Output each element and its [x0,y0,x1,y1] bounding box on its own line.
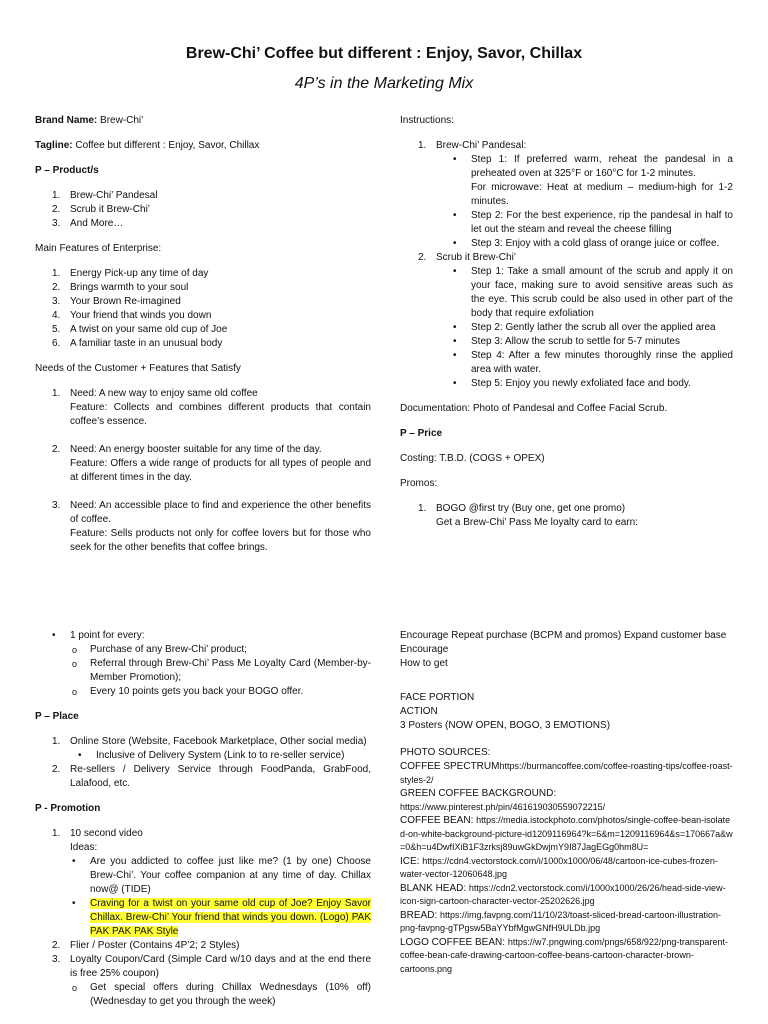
features-heading: Main Features of Enterprise: [35,243,162,254]
list-item: • Inclusive of Delivery System (Link to to re-seller service) [78,750,345,761]
list-item: o Referral through Brew-Chi’ Pass Me Loyalty Card (Member-by-Member Promotion); [72,658,371,683]
list-item: 1. Brew-Chi’ Pandesal [52,190,158,201]
document-subtitle: 4P’s in the Marketing Mix [294,75,474,92]
list-item: • Step 2: Gently lather the scrub all over the applied area [453,322,716,333]
list-item: • Craving for a twist on your same old cup of Joe? Enjoy Savor Chillax. Brew-Chi’ Your friend that winds you down. (Logo) PAK PAK PAK PAK Style [72,898,371,937]
list-item: • Are you addicted to coffee just like me? (1 by one) Choose Brew-Chi’. Your coffee companion at any time of day. Chillax now@ (TIDE) [72,856,371,895]
action-label: ACTION [400,706,438,717]
list-item: 1. BOGO @first try (Buy one, get one promo) Get a Brew-Chi’ Pass Me loyalty card to earn: [418,503,638,528]
documentation-line: Documentation: Photo of Pandesal and Coffee Facial Scrub. [400,403,668,414]
instructions-heading: Instructions: [400,115,454,126]
right-column [400,114,733,530]
list-item: 2. Brings warmth to your soul [52,282,189,293]
points-list [35,629,371,699]
promos-heading: Promos: [400,478,438,489]
list-item: • 1 point for every: o Purchase of any Brew-Chi’ product; o Referral through Brew-Chi’ Pass Me Loyalty Card (Member-by-Member Promotion); o Every 10 points gets you back your BOGO offer. [52,630,371,697]
list-item: 1. Online Store (Website, Facebook Marketplace, Other social media) • Inclusive of Delivery System (Link to to re-seller service) [70,735,371,763]
list-item: 2. Re-sellers / Delivery Service through FoodPanda, GrabFood, Lalafood, etc. [52,764,371,789]
list-item: 2. Scrub it Brew-Chi’ • Step 1: Take a small amount of the scrub and apply it on your face, making sure to avoid sensitive areas such as the eye. This scrub could be also used in other part of the body that require exfoliation • Step 2: Gently lather the scrub all over the applied area • Step 3: Allow the scrub to settle for 5-7 minutes • Step 4: After a few minutes thoroughly rinse the applied area with water. • Step 5: Enjoy you newly exfoliated face and body. [418,252,733,389]
face-portion: FACE PORTION [400,692,475,703]
highlighted-text: Craving for a twist on your same old cup of Joe? Enjoy Savor Chillax. Brew-Chi’ Your friend that winds you down. (Logo) PAK PAK PAK PAK Style [90,898,371,937]
photo-sources-list [400,760,735,976]
price-heading: P – Price [400,428,443,439]
list-item: 4. Your friend that winds you down [52,310,212,321]
list-item: BLANK HEAD: https://cdn2.vectorstock.com/i/1000x1000/26/26/head-side-view-icon-sign-cartoon-character-vector-25202626.jpg [400,882,726,906]
document-title: Brew-Chi’ Coffee but different : Enjoy, Savor, Chillax [185,45,583,62]
promos-list [400,502,733,530]
list-item: 2. Need: An energy booster suitable for any time of the day. Feature: Offers a wide range of products for all types of people and at different times in the day. [52,444,371,483]
instructions-list [400,139,733,391]
needs-list [35,387,371,555]
photo-sources-heading: PHOTO SOURCES: [400,747,491,758]
tagline-line: Tagline: Coffee but different : Enjoy, Savor, Chillax [35,140,260,151]
list-item: • Step 1: If preferred warm, reheat the pandesal in a preheated oven at 325°F or 160°C for 1-2 minutes. For microwave: Heat at medium – medium-high for 1-2 minutes. [453,154,733,207]
encourage-word: Encourage [400,644,449,655]
place-list [35,735,371,791]
source-link[interactable]: https://burmancoffee.com/coffee-roasting-tips/coffee-roast-styles-2/ [400,761,733,785]
list-item: 3. And More… [52,218,124,229]
list-item: 3. Loyalty Coupon/Card (Simple Card w/10 days and at the end there is free 25% coupon) o Get special offers during Chillax Wednesdays (10% off) (Wednesday to get you through the week) [52,954,371,1007]
posters-line: 3 Posters (NOW OPEN, BOGO, 3 EMOTIONS) [400,720,611,731]
document-page-2 [0,586,768,1024]
list-item: • Step 3: Enjoy with a cold glass of orange juice or coffee. [453,238,720,249]
list-item: • Step 4: After a few minutes thoroughly rinse the applied area with water. [453,350,733,375]
list-item: • Step 3: Allow the scrub to settle for 5-7 minutes [453,336,680,347]
promotion-heading: P - Promotion [35,803,101,814]
source-link[interactable]: https://img.favpng.com/11/10/23/toast-sliced-bread-cartoon-illustration-png-favpng-gTPgsw5BaYYbfMgwGNfH9ULDb.jpg [400,909,721,933]
source-link[interactable]: https://cdn4.vectorstock.com/i/1000x1000/06/48/cartoon-ice-cubes-frozen-water-vector-12060648.jpg [400,855,718,879]
left-column [35,114,371,555]
features-list [35,267,371,351]
encourage-line: Encourage Repeat purchase (BCPM and promos) Expand customer base [400,630,727,641]
list-item: COFFEE BEAN: https://media.istockphoto.com/photos/single-coffee-bean-isolated-on-white-background-picture-id1209116964?k=6&m=1209116964&s=170667a&w=0&h=u4DwfIXiB1F3zrksj89uwGkDwjmY9I87JagEGg0hm8U= [400,815,733,852]
list-item: 3. Need: An accessible place to find and experience the other benefits of coffee. Feature: Sells products not only for coffee lovers but for those who seek for the other benefits that coffee brings. [52,500,371,553]
promotion-list [35,827,371,1009]
list-item: BREAD: https://img.favpng.com/11/10/23/toast-sliced-bread-cartoon-illustration-png-favpng-gTPgsw5BaYYbfMgwGNfH9ULDb.jpg [400,909,721,933]
list-item: LOGO COFFEE BEAN: https://w7.pngwing.com/pngs/658/922/png-transparent-coffee-bean-cafe-drawing-cartoon-coffee-beans-cartoon-character-brown-cartoons.png [400,936,728,974]
source-link[interactable]: https://cdn2.vectorstock.com/i/1000x1000/26/26/head-side-view-icon-sign-cartoon-character-vector-25202626.jpg [400,882,726,906]
list-item: o Every 10 points gets you back your BOGO offer. [72,686,304,697]
list-item: 1. 10 second video Ideas: • Are you addicted to coffee just like me? (1 by one) Choose Brew-Chi’. Your coffee companion at any time of day. Chillax now@ (TIDE) • Craving for a twist on your same old cup of Joe? Enjoy Savor Chillax. Brew-Chi’ Your friend that winds you down. (Logo) PAK PAK PAK PAK Style [52,828,371,937]
list-item: COFFEE SPECTRUMhttps://burmancoffee.com/coffee-roasting-tips/coffee-roast-styles-2/ [400,761,733,785]
pandesal-steps [436,153,733,251]
brand-name-line: Brand Name: Brew-Chi’ [35,115,144,126]
list-item: • Step 1: Take a small amount of the scrub and apply it on your face, making sure to avoid sensitive areas such as the eye. This scrub could be also used in other part of the body that require exfoliation [453,266,733,319]
list-item: 2. Scrub it Brew-Chi’ [52,204,151,215]
list-item: • Step 5: Enjoy you newly exfoliated face and body. [453,378,691,389]
points-sublist [70,643,371,699]
list-item: o Get special offers during Chillax Wednesdays (10% off) (Wednesday to get you through the week) [72,982,371,1007]
list-item: ICE: https://cdn4.vectorstock.com/i/1000x1000/06/48/cartoon-ice-cubes-frozen-water-vector-12060648.jpg [400,855,718,879]
list-item: 5. A twist on your same old cup of Joe [52,324,228,335]
source-link[interactable]: https://w7.pngwing.com/pngs/658/922/png-transparent-coffee-bean-cafe-drawing-cartoon-coffee-beans-cartoon-character-brown-cartoons.png [400,936,728,974]
list-item: • Step 2: For the best experience, rip the pandesal in half to let out the steam and reveal the cheese filling [453,210,733,235]
product-list [35,189,371,231]
list-item: 3. Your Brown Re-imagined [52,296,181,307]
needs-heading: Needs of the Customer + Features that Satisfy [35,363,241,374]
scrub-steps [436,265,733,391]
list-item: 1. Brew-Chi’ Pandesal: • Step 1: If preferred warm, reheat the pandesal in a preheated oven at 325°F or 160°C for 1-2 minutes. For microwave: Heat at medium – medium-high for 1-2 minutes. • Step 2: For the best experience, rip the pandesal in half to let out the steam and reveal the cheese filling • Step 3: Enjoy with a cold glass of orange juice or coffee. [418,140,733,249]
costing-line: Costing: T.B.D. (COGS + OPEX) [400,453,545,464]
list-item: GREEN COFFEE BACKGROUND: https://www.pinterest.ph/pin/461619030559072215/ [400,788,606,812]
list-item: o Purchase of any Brew-Chi’ product; [72,644,247,655]
how-to-get: How to get [400,658,448,669]
product-heading: P – Product/s [35,165,99,176]
list-item: 1. Need: A new way to enjoy same old coffee Feature: Collects and combines different products that contain coffee’s essence. [52,388,371,427]
source-link[interactable]: https://media.istockphoto.com/photos/single-coffee-bean-isolated-on-white-background-picture-id1209116964?k=6&m=1209116964&s=170667a&w=0&h=u4DwfIXiB1F3zrksj89uwGkDwjmY9I87JagEGg0hm8U= [400,815,733,852]
left-column-2 [35,629,371,1009]
list-item: 6. A familiar taste in an unusual body [52,338,223,349]
right-column-2 [400,629,735,976]
source-link[interactable]: https://www.pinterest.ph/pin/461619030559072215/ [400,801,606,812]
list-item: 1. Energy Pick-up any time of day [52,268,209,279]
list-item: 2. Flier / Poster (Contains 4P’2; 2 Styles) [52,940,240,951]
place-heading: P – Place [35,711,79,722]
